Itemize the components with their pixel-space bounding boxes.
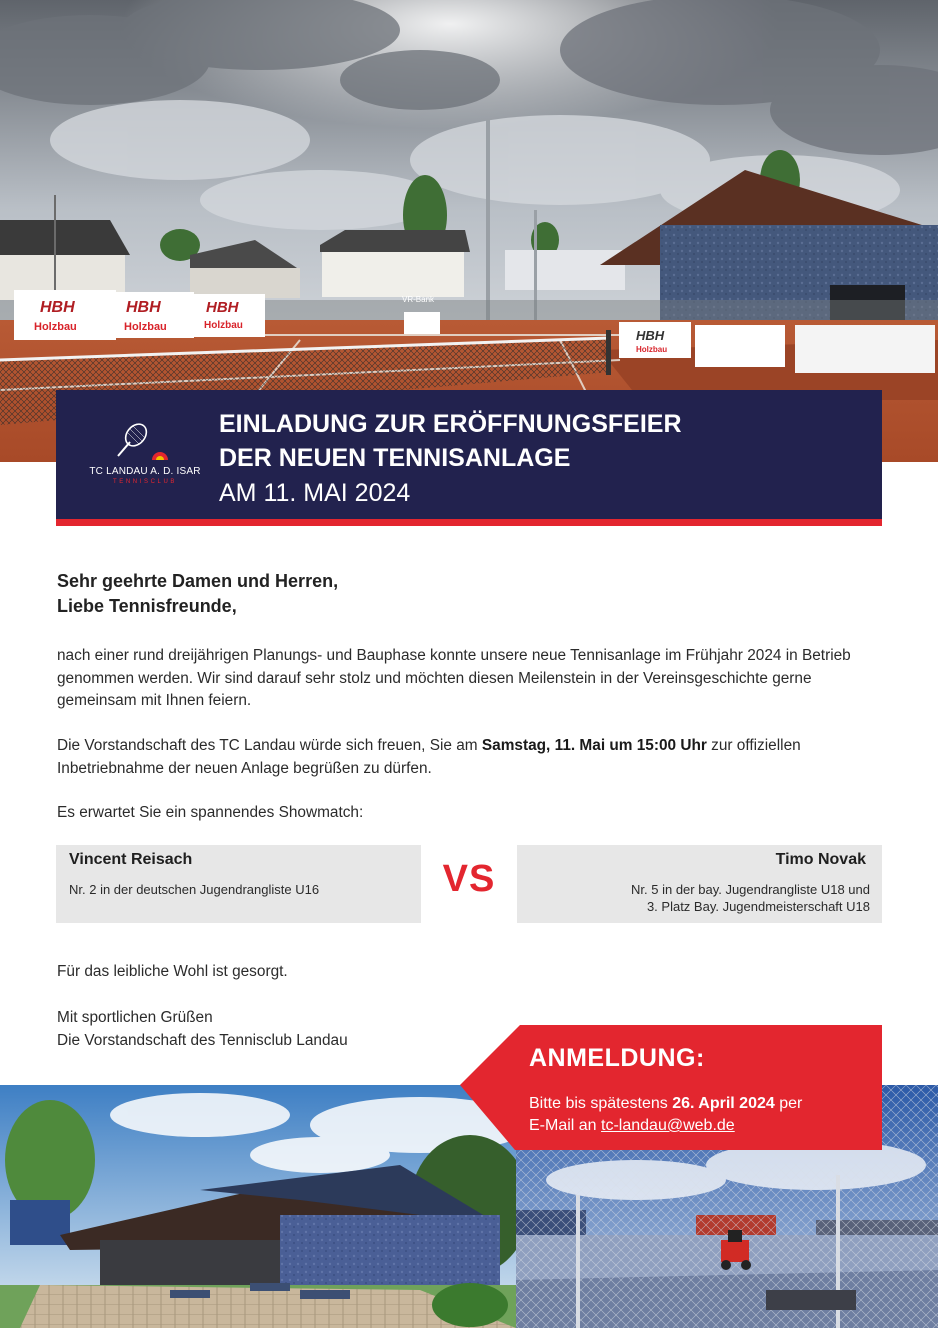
salutation-line1: Sehr geehrte Damen und Herren, [57,571,339,591]
player-card-left [56,845,421,923]
svg-text:HBH: HBH [126,299,161,316]
svg-text:Holzbau: Holzbau [636,345,668,354]
email-prefix: E-Mail an [529,1117,602,1134]
invitation-text-start: Die Vorstandschaft des TC Landau würde sich freuen, Sie am [57,737,482,754]
showmatch-intro: Es erwartet Sie ein spannendes Showmatch: [57,804,364,821]
invitation-text-end: zur offiziellen Inbetriebnahme der neuen Anlage begrüßen zu dürfen. [57,737,801,777]
player2-description [631,881,870,915]
versus-label: VS [442,858,496,900]
title-banner [56,390,882,519]
clubhouse-illustration [0,1085,516,1328]
svg-text:Holzbau: Holzbau [204,320,243,331]
svg-text:VR-Bank: VR-Bank [402,295,435,304]
catering-note: Für das leibliche Wohl ist gesorgt. [57,963,288,980]
banner-accent-stripe [56,519,882,526]
club-logo [70,420,220,492]
svg-text:HBH: HBH [40,299,75,316]
player2-description-line2: 3. Platz Bay. Jugendmeisterschaft U18 [646,899,870,914]
player2-description-line1: Nr. 5 in der bay. Jugendrangliste U18 und [631,882,870,897]
logo-name: TC LANDAU A. D. ISAR [89,466,201,477]
event-datetime: Samstag, 11. Mai um 15:00 Uhr [481,737,707,754]
racket-icon [70,420,220,466]
registration-text-per: per [774,1095,803,1112]
player1-description: Nr. 2 in der deutschen Jugendrangliste U16 [69,882,320,897]
registration-line2 [529,1115,802,1137]
svg-text:Holzbau: Holzbau [34,321,77,333]
svg-text:HBH: HBH [636,328,665,343]
banner-title-line2: DER NEUEN TENNISANLAGE [219,444,571,472]
clubhouse-photo [0,1085,516,1328]
invitation-paragraph [57,735,887,780]
svg-text:Holzbau: Holzbau [124,321,167,333]
registration-title: ANMELDUNG: [529,1044,705,1072]
banner-title-line1: EINLADUNG ZUR ERÖFFNUNGSFEIER [219,410,682,438]
logo-subtitle: TENNISCLUB [112,479,177,485]
player-card-right [517,845,882,923]
registration-text [529,1093,802,1137]
svg-text:HBH: HBH [206,299,239,316]
email-link[interactable]: tc-landau@web.de [601,1117,735,1134]
player1-name: Vincent Reisach [69,851,193,868]
registration-box [460,1025,882,1150]
registration-line1 [529,1093,802,1115]
intro-paragraph: nach einer rund dreijährigen Planungs- und Bauphase konnte unsere neue Tennisanlage im Frühjahr 2024 in Betrieb genommen werden. Wir sind darauf sehr stolz und möchten diesen Meilenstein in der Vereinsgeschichte gerne gemeinsam mit Ihnen feiern. [57,647,851,709]
registration-deadline: 26. April 2024 [672,1095,775,1112]
salutation-line2: Liebe Tennisfreunde, [57,596,237,616]
salutation [57,569,338,619]
banner-date: AM 11. MAI 2024 [219,479,411,507]
registration-text-start: Bitte bis spätestens [529,1095,673,1112]
closing-greeting: Mit sportlichen Grüßen [57,1009,213,1026]
closing-signature: Die Vorstandschaft des Tennisclub Landau [57,1031,348,1049]
player2-name: Timo Novak [775,851,866,868]
